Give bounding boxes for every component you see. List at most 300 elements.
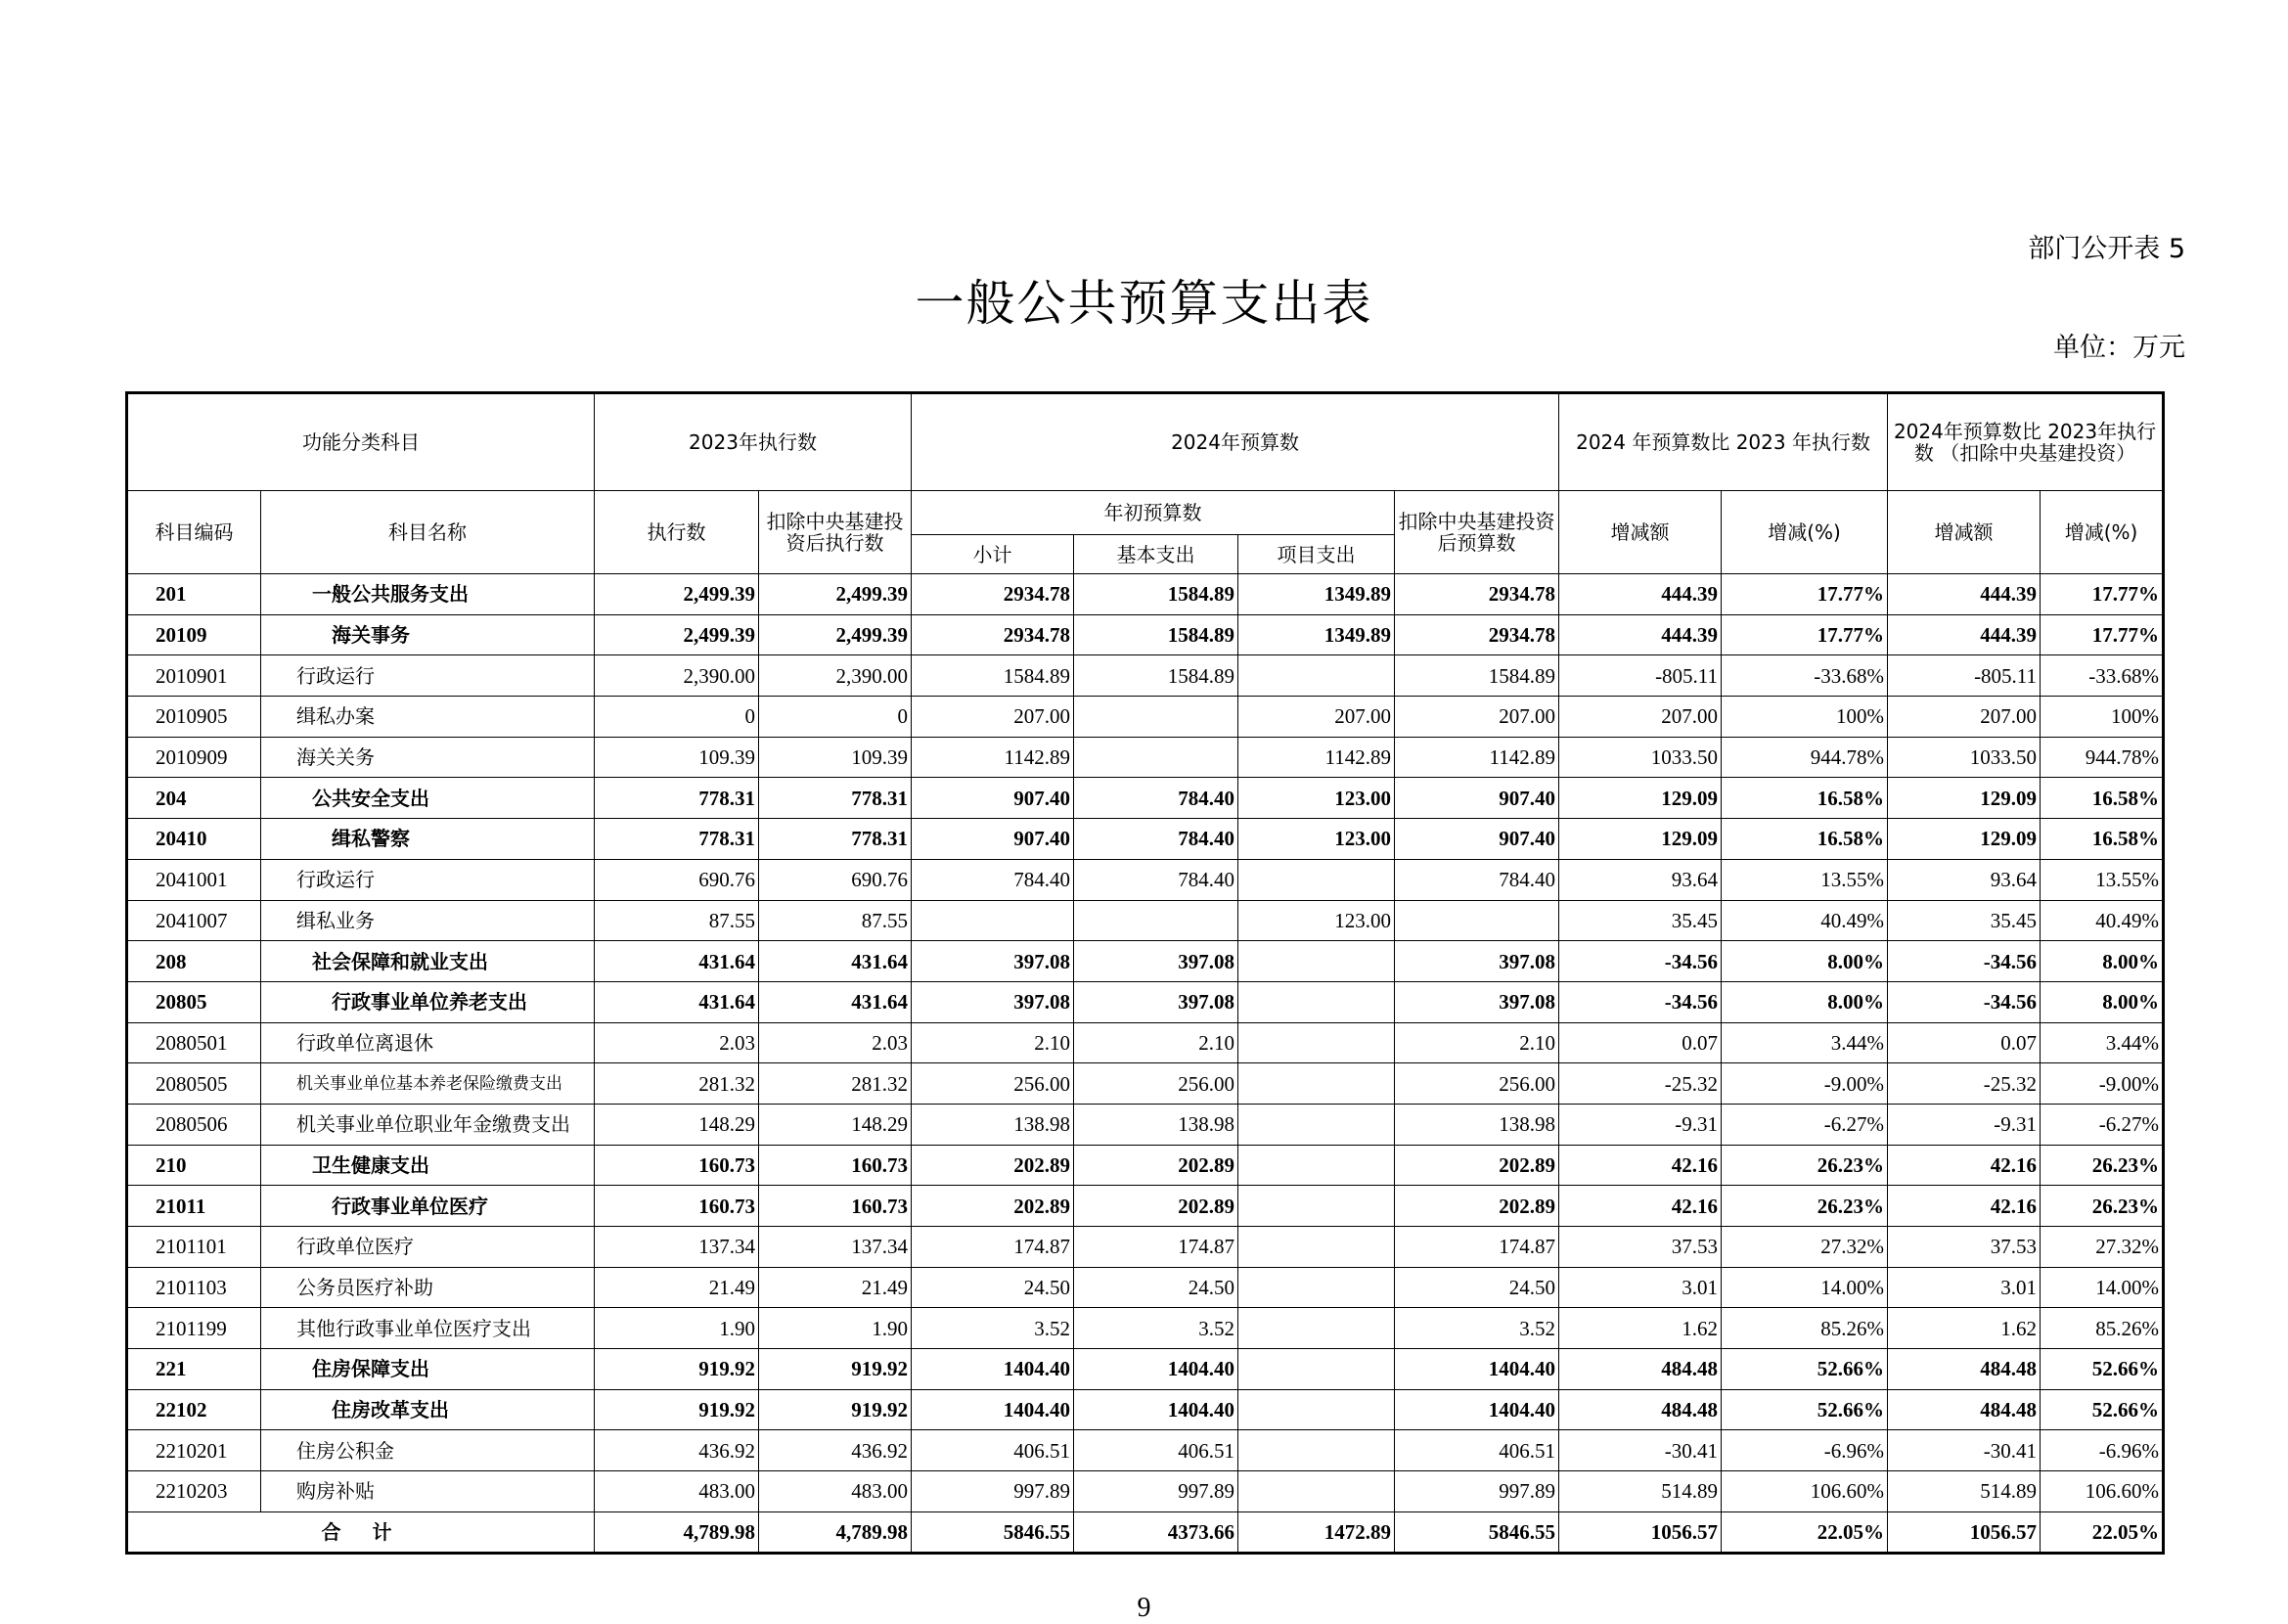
total-value-cell: 4,789.98 bbox=[595, 1511, 759, 1553]
value-cell: 1404.40 bbox=[1395, 1349, 1559, 1390]
value-cell: 138.98 bbox=[1395, 1104, 1559, 1145]
value-cell: -6.27% bbox=[2041, 1104, 2164, 1145]
value-cell: 397.08 bbox=[1074, 981, 1238, 1022]
subject-name-cell: 住房保障支出 bbox=[261, 1349, 595, 1390]
value-cell: 148.29 bbox=[595, 1104, 759, 1145]
total-value-cell: 4373.66 bbox=[1074, 1511, 1238, 1553]
value-cell: 42.16 bbox=[1888, 1145, 2041, 1186]
value-cell: 436.92 bbox=[595, 1430, 759, 1471]
value-cell: 690.76 bbox=[759, 859, 912, 900]
subject-name-cell: 公务员医疗补助 bbox=[261, 1267, 595, 1308]
table-row bbox=[127, 900, 2164, 941]
value-cell: 1.62 bbox=[1888, 1308, 2041, 1349]
value-cell: 8.00% bbox=[2041, 981, 2164, 1022]
value-cell: 2.10 bbox=[912, 1022, 1074, 1063]
table-row bbox=[127, 1022, 2164, 1063]
header-budget-2024: 2024年预算数 bbox=[912, 393, 1559, 491]
value-cell: 690.76 bbox=[595, 859, 759, 900]
value-cell: 483.00 bbox=[595, 1471, 759, 1512]
value-cell: 160.73 bbox=[595, 1186, 759, 1227]
value-cell: 202.89 bbox=[912, 1145, 1074, 1186]
value-cell: 919.92 bbox=[759, 1349, 912, 1390]
value-cell: 21.49 bbox=[759, 1267, 912, 1308]
value-cell bbox=[1238, 981, 1395, 1022]
subject-code-cell: 2101101 bbox=[127, 1227, 261, 1268]
value-cell: 436.92 bbox=[759, 1430, 912, 1471]
total-value-cell: 5846.55 bbox=[1395, 1511, 1559, 1553]
subject-name-cell: 海关事务 bbox=[261, 614, 595, 655]
value-cell: 778.31 bbox=[595, 819, 759, 860]
value-cell: 1584.89 bbox=[1074, 614, 1238, 655]
subject-name-cell: 住房公积金 bbox=[261, 1430, 595, 1471]
value-cell: 3.01 bbox=[1559, 1267, 1722, 1308]
value-cell: 997.89 bbox=[912, 1471, 1074, 1512]
subject-code-cell: 20109 bbox=[127, 614, 261, 655]
value-cell: 174.87 bbox=[912, 1227, 1074, 1268]
total-value-cell: 22.05% bbox=[1722, 1511, 1888, 1553]
value-cell: 397.08 bbox=[1074, 941, 1238, 982]
value-cell: 17.77% bbox=[2041, 574, 2164, 615]
value-cell: 160.73 bbox=[759, 1145, 912, 1186]
value-cell: 784.40 bbox=[1074, 859, 1238, 900]
value-cell: 17.77% bbox=[1722, 574, 1888, 615]
value-cell: 406.51 bbox=[1395, 1430, 1559, 1471]
value-cell: 1584.89 bbox=[912, 655, 1074, 697]
value-cell: 174.87 bbox=[1074, 1227, 1238, 1268]
page-number: 9 bbox=[1137, 1593, 1151, 1623]
value-cell: 997.89 bbox=[1395, 1471, 1559, 1512]
value-cell: 784.40 bbox=[912, 859, 1074, 900]
table-row bbox=[127, 1267, 2164, 1308]
subject-code-cell: 210 bbox=[127, 1145, 261, 1186]
value-cell: 13.55% bbox=[1722, 859, 1888, 900]
subject-name-cell: 机关事业单位基本养老保险缴费支出 bbox=[261, 1063, 595, 1105]
value-cell: 907.40 bbox=[1395, 778, 1559, 819]
value-cell: 52.66% bbox=[1722, 1389, 1888, 1430]
value-cell bbox=[1238, 1349, 1395, 1390]
value-cell bbox=[1238, 1063, 1395, 1105]
value-cell: 202.89 bbox=[1395, 1186, 1559, 1227]
value-cell: 8.00% bbox=[2041, 941, 2164, 982]
subject-name-cell: 缉私业务 bbox=[261, 900, 595, 941]
budget-expenditure-table bbox=[125, 391, 2165, 1555]
value-cell: 93.64 bbox=[1888, 859, 2041, 900]
subject-code-cell: 204 bbox=[127, 778, 261, 819]
value-cell: 2,499.39 bbox=[759, 574, 912, 615]
value-cell: 1584.89 bbox=[1395, 655, 1559, 697]
value-cell: 52.66% bbox=[2041, 1389, 2164, 1430]
value-cell: -30.41 bbox=[1888, 1430, 2041, 1471]
value-cell: -34.56 bbox=[1559, 941, 1722, 982]
value-cell: 1.90 bbox=[759, 1308, 912, 1349]
value-cell: 256.00 bbox=[1074, 1063, 1238, 1105]
total-value-cell: 1056.57 bbox=[1559, 1511, 1722, 1553]
subject-code-cell: 2080506 bbox=[127, 1104, 261, 1145]
header-subtotal: 小计 bbox=[912, 535, 1074, 574]
subject-code-cell: 201 bbox=[127, 574, 261, 615]
value-cell: 1.62 bbox=[1559, 1308, 1722, 1349]
subject-code-cell: 2210203 bbox=[127, 1471, 261, 1512]
value-cell: -25.32 bbox=[1559, 1063, 1722, 1105]
value-cell: 138.98 bbox=[912, 1104, 1074, 1145]
value-cell: 17.77% bbox=[1722, 614, 1888, 655]
value-cell: 1142.89 bbox=[912, 737, 1074, 778]
table-row bbox=[127, 655, 2164, 697]
total-label: 合 计 bbox=[127, 1511, 595, 1553]
value-cell: -9.00% bbox=[2041, 1063, 2164, 1105]
value-cell bbox=[1238, 1104, 1395, 1145]
value-cell bbox=[1238, 655, 1395, 697]
value-cell: 13.55% bbox=[2041, 859, 2164, 900]
header-subject-code: 科目编码 bbox=[127, 491, 261, 574]
subject-code-cell: 2080501 bbox=[127, 1022, 261, 1063]
value-cell bbox=[1238, 1430, 1395, 1471]
value-cell: 106.60% bbox=[1722, 1471, 1888, 1512]
value-cell: 919.92 bbox=[759, 1389, 912, 1430]
table-row bbox=[127, 941, 2164, 982]
value-cell: 784.40 bbox=[1074, 778, 1238, 819]
value-cell: 0 bbox=[759, 697, 912, 738]
value-cell: 1404.40 bbox=[1074, 1349, 1238, 1390]
subject-code-cell: 2041001 bbox=[127, 859, 261, 900]
value-cell: 1584.89 bbox=[1074, 574, 1238, 615]
value-cell bbox=[1238, 1471, 1395, 1512]
value-cell: 431.64 bbox=[595, 941, 759, 982]
value-cell: 2,499.39 bbox=[759, 614, 912, 655]
value-cell: 444.39 bbox=[1888, 614, 2041, 655]
value-cell: -805.11 bbox=[1559, 655, 1722, 697]
value-cell: 16.58% bbox=[2041, 778, 2164, 819]
subject-name-cell: 行政事业单位养老支出 bbox=[261, 981, 595, 1022]
subject-name-cell: 行政事业单位医疗 bbox=[261, 1186, 595, 1227]
value-cell: 207.00 bbox=[1888, 697, 2041, 738]
subject-code-cell: 2041007 bbox=[127, 900, 261, 941]
header-functional-category: 功能分类科目 bbox=[127, 393, 595, 491]
value-cell: 2,390.00 bbox=[759, 655, 912, 697]
table-row bbox=[127, 859, 2164, 900]
value-cell: 778.31 bbox=[759, 778, 912, 819]
value-cell: -9.31 bbox=[1559, 1104, 1722, 1145]
subject-name-cell: 行政单位离退休 bbox=[261, 1022, 595, 1063]
value-cell: 944.78% bbox=[2041, 737, 2164, 778]
table-row bbox=[127, 1145, 2164, 1186]
value-cell: 1404.40 bbox=[912, 1389, 1074, 1430]
subject-code-cell: 20410 bbox=[127, 819, 261, 860]
value-cell: 431.64 bbox=[759, 981, 912, 1022]
value-cell: 129.09 bbox=[1559, 819, 1722, 860]
header-change-pct: 增减(%) bbox=[1722, 491, 1888, 574]
value-cell: 406.51 bbox=[912, 1430, 1074, 1471]
value-cell: 40.49% bbox=[2041, 900, 2164, 941]
value-cell: 406.51 bbox=[1074, 1430, 1238, 1471]
total-value-cell: 5846.55 bbox=[912, 1511, 1074, 1553]
value-cell bbox=[1238, 1145, 1395, 1186]
value-cell bbox=[1238, 1389, 1395, 1430]
value-cell: 160.73 bbox=[595, 1145, 759, 1186]
value-cell bbox=[912, 900, 1074, 941]
value-cell: 444.39 bbox=[1559, 574, 1722, 615]
subject-code-cell: 2010909 bbox=[127, 737, 261, 778]
subject-code-cell: 2210201 bbox=[127, 1430, 261, 1471]
value-cell: 484.48 bbox=[1888, 1389, 2041, 1430]
value-cell: 137.34 bbox=[595, 1227, 759, 1268]
value-cell: -6.96% bbox=[1722, 1430, 1888, 1471]
value-cell: 40.49% bbox=[1722, 900, 1888, 941]
value-cell: 907.40 bbox=[912, 819, 1074, 860]
header-budget-excl: 扣除中央基建投资后预算数 bbox=[1395, 491, 1559, 574]
value-cell: 14.00% bbox=[1722, 1267, 1888, 1308]
value-cell: 207.00 bbox=[1559, 697, 1722, 738]
value-cell: 1349.89 bbox=[1238, 574, 1395, 615]
value-cell: 93.64 bbox=[1559, 859, 1722, 900]
value-cell: 1142.89 bbox=[1395, 737, 1559, 778]
value-cell: 0.07 bbox=[1559, 1022, 1722, 1063]
value-cell: 24.50 bbox=[1395, 1267, 1559, 1308]
table-row bbox=[127, 614, 2164, 655]
value-cell: 207.00 bbox=[912, 697, 1074, 738]
header-exec-2023: 2023年执行数 bbox=[595, 393, 912, 491]
value-cell: 24.50 bbox=[1074, 1267, 1238, 1308]
header-exec-amount: 执行数 bbox=[595, 491, 759, 574]
value-cell: 24.50 bbox=[912, 1267, 1074, 1308]
value-cell: 2934.78 bbox=[912, 614, 1074, 655]
value-cell: -805.11 bbox=[1888, 655, 2041, 697]
value-cell: 42.16 bbox=[1559, 1186, 1722, 1227]
value-cell: -34.56 bbox=[1888, 941, 2041, 982]
value-cell: 431.64 bbox=[759, 941, 912, 982]
value-cell: 3.01 bbox=[1888, 1267, 2041, 1308]
value-cell: 87.55 bbox=[759, 900, 912, 941]
value-cell: 514.89 bbox=[1888, 1471, 2041, 1512]
value-cell: 100% bbox=[1722, 697, 1888, 738]
value-cell: 123.00 bbox=[1238, 900, 1395, 941]
value-cell: 17.77% bbox=[2041, 614, 2164, 655]
subject-name-cell: 社会保障和就业支出 bbox=[261, 941, 595, 982]
table-row bbox=[127, 1389, 2164, 1430]
value-cell: 160.73 bbox=[759, 1186, 912, 1227]
value-cell bbox=[1238, 1186, 1395, 1227]
value-cell: 3.44% bbox=[2041, 1022, 2164, 1063]
value-cell: 37.53 bbox=[1559, 1227, 1722, 1268]
header-initial-budget: 年初预算数 bbox=[912, 491, 1395, 535]
subject-name-cell: 缉私办案 bbox=[261, 697, 595, 738]
value-cell: 2934.78 bbox=[1395, 614, 1559, 655]
value-cell: 207.00 bbox=[1395, 697, 1559, 738]
table-row bbox=[127, 1471, 2164, 1512]
value-cell: 397.08 bbox=[912, 981, 1074, 1022]
value-cell: 52.66% bbox=[2041, 1349, 2164, 1390]
value-cell: 202.89 bbox=[1074, 1145, 1238, 1186]
value-cell: 778.31 bbox=[759, 819, 912, 860]
value-cell: 1584.89 bbox=[1074, 655, 1238, 697]
value-cell: 37.53 bbox=[1888, 1227, 2041, 1268]
value-cell: 2.03 bbox=[595, 1022, 759, 1063]
value-cell: 1142.89 bbox=[1238, 737, 1395, 778]
value-cell: 514.89 bbox=[1559, 1471, 1722, 1512]
value-cell: 35.45 bbox=[1559, 900, 1722, 941]
value-cell: 256.00 bbox=[1395, 1063, 1559, 1105]
value-cell: 484.48 bbox=[1559, 1349, 1722, 1390]
value-cell: 123.00 bbox=[1238, 778, 1395, 819]
value-cell: 1033.50 bbox=[1559, 737, 1722, 778]
value-cell: 1.90 bbox=[595, 1308, 759, 1349]
subject-code-cell: 2101199 bbox=[127, 1308, 261, 1349]
value-cell: 483.00 bbox=[759, 1471, 912, 1512]
value-cell: 397.08 bbox=[1395, 941, 1559, 982]
header-compare-exec: 2024 年预算数比 2023 年执行数 bbox=[1559, 393, 1888, 491]
value-cell: 123.00 bbox=[1238, 819, 1395, 860]
value-cell: -33.68% bbox=[1722, 655, 1888, 697]
header-change-amount: 增减额 bbox=[1559, 491, 1722, 574]
value-cell: 919.92 bbox=[595, 1349, 759, 1390]
value-cell: -33.68% bbox=[2041, 655, 2164, 697]
page-title: 一般公共预算支出表 bbox=[915, 275, 1373, 332]
value-cell: 784.40 bbox=[1074, 819, 1238, 860]
value-cell bbox=[1238, 941, 1395, 982]
table-row bbox=[127, 737, 2164, 778]
value-cell: 1349.89 bbox=[1238, 614, 1395, 655]
subject-name-cell: 缉私警察 bbox=[261, 819, 595, 860]
value-cell: 129.09 bbox=[1559, 778, 1722, 819]
subject-code-cell: 2010901 bbox=[127, 655, 261, 697]
value-cell: 484.48 bbox=[1559, 1389, 1722, 1430]
header-subject-name: 科目名称 bbox=[261, 491, 595, 574]
value-cell: -9.31 bbox=[1888, 1104, 2041, 1145]
value-cell: 8.00% bbox=[1722, 941, 1888, 982]
value-cell: 109.39 bbox=[759, 737, 912, 778]
value-cell: 21.49 bbox=[595, 1267, 759, 1308]
table-row bbox=[127, 1308, 2164, 1349]
value-cell: 431.64 bbox=[595, 981, 759, 1022]
subject-code-cell: 21011 bbox=[127, 1186, 261, 1227]
value-cell: -30.41 bbox=[1559, 1430, 1722, 1471]
total-value-cell: 22.05% bbox=[2041, 1511, 2164, 1553]
value-cell: 2,390.00 bbox=[595, 655, 759, 697]
value-cell: 997.89 bbox=[1074, 1471, 1238, 1512]
value-cell: 1404.40 bbox=[912, 1349, 1074, 1390]
value-cell: 8.00% bbox=[1722, 981, 1888, 1022]
value-cell: 2.03 bbox=[759, 1022, 912, 1063]
value-cell: 14.00% bbox=[2041, 1267, 2164, 1308]
header-basic: 基本支出 bbox=[1074, 535, 1238, 574]
value-cell: 207.00 bbox=[1238, 697, 1395, 738]
total-value-cell: 1056.57 bbox=[1888, 1511, 2041, 1553]
subject-name-cell: 机关事业单位职业年金缴费支出 bbox=[261, 1104, 595, 1145]
value-cell: 26.23% bbox=[2041, 1186, 2164, 1227]
table-number-label: 部门公开表 5 bbox=[2028, 234, 2185, 264]
subject-name-cell: 其他行政事业单位医疗支出 bbox=[261, 1308, 595, 1349]
subject-code-cell: 2101103 bbox=[127, 1267, 261, 1308]
value-cell: 444.39 bbox=[1888, 574, 2041, 615]
value-cell bbox=[1074, 697, 1238, 738]
value-cell: 26.23% bbox=[1722, 1186, 1888, 1227]
table-row bbox=[127, 697, 2164, 738]
subject-name-cell: 公共安全支出 bbox=[261, 778, 595, 819]
value-cell: -6.96% bbox=[2041, 1430, 2164, 1471]
value-cell: 137.34 bbox=[759, 1227, 912, 1268]
table-row bbox=[127, 1063, 2164, 1105]
value-cell: 281.32 bbox=[759, 1063, 912, 1105]
value-cell: 778.31 bbox=[595, 778, 759, 819]
table-row bbox=[127, 819, 2164, 860]
value-cell: 138.98 bbox=[1074, 1104, 1238, 1145]
value-cell: -6.27% bbox=[1722, 1104, 1888, 1145]
subject-name-cell: 行政单位医疗 bbox=[261, 1227, 595, 1268]
header-change-pct-2: 增减(%) bbox=[2041, 491, 2164, 574]
value-cell: 2,499.39 bbox=[595, 614, 759, 655]
value-cell bbox=[1395, 900, 1559, 941]
subject-code-cell: 22102 bbox=[127, 1389, 261, 1430]
value-cell: 100% bbox=[2041, 697, 2164, 738]
value-cell: 27.32% bbox=[2041, 1227, 2164, 1268]
value-cell: 42.16 bbox=[1888, 1186, 2041, 1227]
value-cell: 16.58% bbox=[1722, 778, 1888, 819]
value-cell: 26.23% bbox=[2041, 1145, 2164, 1186]
value-cell: 16.58% bbox=[2041, 819, 2164, 860]
value-cell: 444.39 bbox=[1559, 614, 1722, 655]
value-cell: 397.08 bbox=[1395, 981, 1559, 1022]
value-cell: 202.89 bbox=[1395, 1145, 1559, 1186]
table-row bbox=[127, 1349, 2164, 1390]
value-cell: 109.39 bbox=[595, 737, 759, 778]
value-cell: 2.10 bbox=[1074, 1022, 1238, 1063]
value-cell: -34.56 bbox=[1559, 981, 1722, 1022]
value-cell: 2934.78 bbox=[912, 574, 1074, 615]
value-cell: 256.00 bbox=[912, 1063, 1074, 1105]
table-row bbox=[127, 1227, 2164, 1268]
value-cell: 919.92 bbox=[595, 1389, 759, 1430]
value-cell: 2.10 bbox=[1395, 1022, 1559, 1063]
table-row bbox=[127, 1186, 2164, 1227]
subject-code-cell: 208 bbox=[127, 941, 261, 982]
value-cell: 26.23% bbox=[1722, 1145, 1888, 1186]
value-cell: 129.09 bbox=[1888, 819, 2041, 860]
subject-name-cell: 卫生健康支出 bbox=[261, 1145, 595, 1186]
value-cell: 87.55 bbox=[595, 900, 759, 941]
value-cell: 0 bbox=[595, 697, 759, 738]
header-project: 项目支出 bbox=[1238, 535, 1395, 574]
value-cell: 907.40 bbox=[912, 778, 1074, 819]
value-cell: 202.89 bbox=[1074, 1186, 1238, 1227]
table-body bbox=[127, 574, 2164, 1554]
total-value-cell: 4,789.98 bbox=[759, 1511, 912, 1553]
subject-code-cell: 221 bbox=[127, 1349, 261, 1390]
value-cell bbox=[1238, 1227, 1395, 1268]
value-cell: 907.40 bbox=[1395, 819, 1559, 860]
value-cell: -25.32 bbox=[1888, 1063, 2041, 1105]
subject-name-cell: 行政运行 bbox=[261, 655, 595, 697]
value-cell: 2,499.39 bbox=[595, 574, 759, 615]
value-cell: 42.16 bbox=[1559, 1145, 1722, 1186]
value-cell: 3.44% bbox=[1722, 1022, 1888, 1063]
value-cell bbox=[1238, 859, 1395, 900]
table-row bbox=[127, 778, 2164, 819]
subject-name-cell: 海关关务 bbox=[261, 737, 595, 778]
value-cell: 85.26% bbox=[2041, 1308, 2164, 1349]
subject-code-cell: 2080505 bbox=[127, 1063, 261, 1105]
value-cell: 397.08 bbox=[912, 941, 1074, 982]
value-cell: 16.58% bbox=[1722, 819, 1888, 860]
value-cell: -9.00% bbox=[1722, 1063, 1888, 1105]
value-cell: 106.60% bbox=[2041, 1471, 2164, 1512]
value-cell: 944.78% bbox=[1722, 737, 1888, 778]
header-change-amount-2: 增减额 bbox=[1888, 491, 2041, 574]
value-cell: 3.52 bbox=[912, 1308, 1074, 1349]
subject-code-cell: 2010905 bbox=[127, 697, 261, 738]
value-cell: -34.56 bbox=[1888, 981, 2041, 1022]
value-cell: 35.45 bbox=[1888, 900, 2041, 941]
value-cell: 784.40 bbox=[1395, 859, 1559, 900]
